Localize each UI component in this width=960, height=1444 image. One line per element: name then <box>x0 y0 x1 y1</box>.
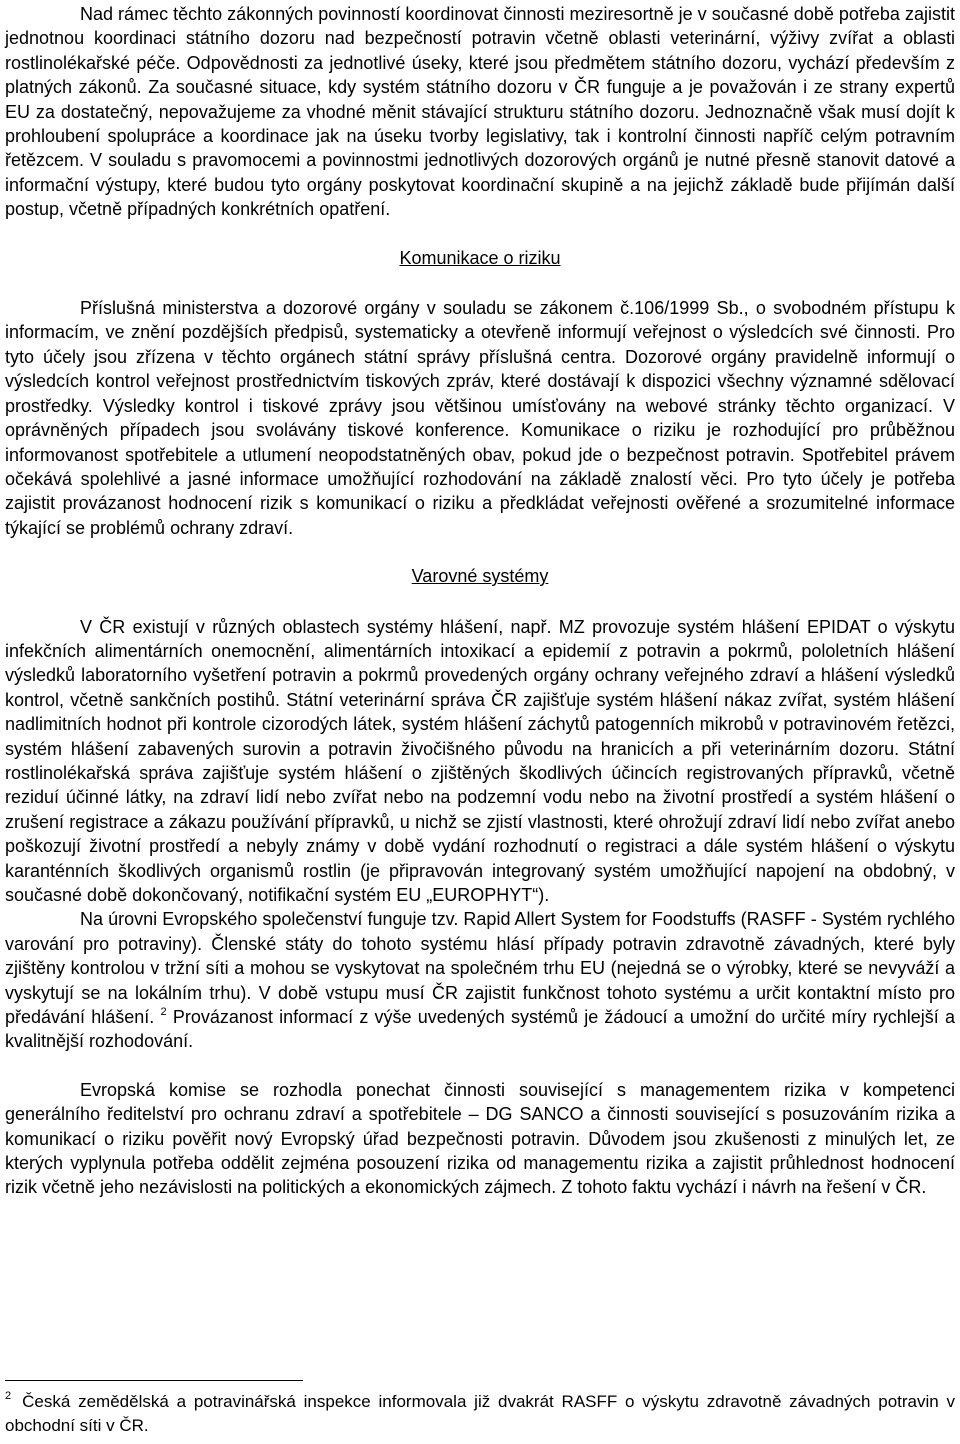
rasff-text: Na úrovni Evropského společenství funguje tzv. Rapid Allert System for Foodstuffs (RASFF - Systém rychlého varování pro potraviny). Členské státy do tohoto systému hlásí případy potravin zdravotně závadných, které byly zjištěny kontrolou v tržní síti a mohou se vyskytovat na společném trhu EU (nejedná se o výrobky, které se nevyváží a vyskytují se na lokálním trhu). V době vstupu musí ČR zajistit funkčnost tohoto systému a určit kontaktní místo pro předávání hlášení. <box>5 909 955 1028</box>
footnote-separator <box>5 1380 303 1381</box>
footnote-text: Česká zemědělská a potravinářská inspekce informovala již dvakrát RASFF o výskytu zdravotně závadných potravin v obchodní síti v ČR. <box>5 1392 955 1435</box>
paragraph-european-commission: Evropská komise se rozhodla ponechat činnosti související s managementem rizika v kompetenci generálního ředitelství pro ochranu zdraví a spotřebitele – DG SANCO a činnosti související s posuzováním rizika a komunikací o riziku pověřit nový Evropský úřad bezpečnosti potravin. Důvodem jsou zkušenosti z minulých let, ze kterých vyplynula potřeba oddělit zejména posouzení rizika od managementu rizika a zajistit průhlednost hodnocení rizik včetně jeho nezávislosti na politických a ekonomických zájmech. Z tohoto faktu vychází i návrh na řešení v ČR. <box>5 1079 955 1198</box>
paragraph-coordination: Nad rámec těchto zákonných povinností koordinovat činnosti meziresortně je v současné době potřeba zajistit jednotnou koordinaci státního dozoru nad bezpečností potravin včetně oblasti veterinární, výživy zvířat a oblasti rostlinolékařské péče. Odpovědnosti za jednotlivé úseky, které jsou předmětem státního dozoru, vychází především z platných zákonů. Za současné situace, kdy systém státního dozoru v ČR funguje a je považován i ze strany expertů EU za dostatečný, nepovažujeme za vhodné měnit stávající strukturu státního dozoru. Jednoznačně však musí dojít k prohloubení spolupráce a koordinace jak na úseku tvorby legislativy, tak i kontrolní činnosti napříč celým potravním řetězcem. V souladu s pravomocemi a povinnostmi jednotlivých dozorových orgánů je nutné přesně stanovit datové a informační výstupy, které budou tyto orgány poskytovat koordinační skupině a na jejichž základě bude přijímán další postup, včetně případných konkrétních opatření. <box>5 4 955 220</box>
rasff-text-continued: Provázanost informací z výše uvedených systémů je žádoucí a umožní do určité míry rychlejší a kvalitnější rozhodování. <box>5 1007 955 1052</box>
footnote <box>5 1390 955 1438</box>
paragraph-risk-communication: Příslušná ministerstva a dozorové orgány v souladu se zákonem č.106/1999 Sb., o svobodném přístupu k informacím, ve znění pozdějších předpisů, systematicky a otevřeně informují veřejnost o výsledcích své činnosti. Pro tyto účely jsou zřízena v těchto orgánech státní správy příslušná centra. Dozorové orgány pravidelně informují o výsledcích kontrol veřejnost prostřednictvím tiskových zpráv, které dostávají k dispozici všechny významné sdělovací prostředky. Výsledky kontrol i tiskové zprávy jsou většinou umísťovány na webové stránky těchto organizací. V oprávněných případech jsou svolávány tiskové konference. Komunikace o riziku je rozhodující pro průběžnou informovanost spotřebitele a utlumení neopodstatněných obav, pokud jde o bezpečnost potravin. Spotřebitel právem očekává spolehlivé a jasné informace umožňující rozhodování na základě znalostí věci. Pro tyto účely je potřeba zajistit provázanost hodnocení rizik s komunikací o riziku a předkládat veřejnosti ověřené a srozumitelné informace týkající se problémů ochrany zdraví. <box>5 298 955 538</box>
heading-risk-communication: Komunikace o riziku <box>399 247 561 268</box>
paragraph-rasff <box>5 907 955 1053</box>
paragraph-reporting-systems: V ČR existují v různých oblastech systémy hlášení, např. MZ provozuje systém hlášení EPIDAT o výskytu infekčních alimentárních onemocnění, alimentárních intoxikací a epidemií z potravin a pokrmů, pololetních hlášení výsledků laboratorního vyšetření potravin a pokrmů provedených orgány ochrany veřejného zdraví a hlášení výsledků kontrol, včetně sankčních postihů. Státní veterinární správa ČR zajišťuje systém hlášení nákaz zvířat, systém hlášení nadlimitních hodnot při kontrole cizorodých látek, systém hlášení záchytů patogenních mikrobů v potravinovém řetězci, systém hlášení zabavených surovin a potravin živočišného původu na hranicích a při veterinárním dozoru. Státní rostlinolékařská správa zajišťuje systém hlášení o zjištěných škodlivých účincích registrovaných přípravků, včetně reziduí účinné látky, na zdraví lidí nebo zvířat nebo na podzemní vodu nebo na životní prostředí a systém hlášení o zrušení registrace a zákazu používání přípravků, u nichž se zjistí vlastnosti, které ohrožují zdraví lidí nebo zvířat anebo poškozují životní prostředí a nebyly známy v době vydání rozhodnutí o registraci a dále systém hlášení o výskytu karanténních škodlivých organismů rostlin (je připravován integrovaný systém umožňující napojení na obdobný, v současné době dokončovaný, notifikační systém EU „EUROPHYT“). <box>5 616 955 905</box>
heading-warning-systems: Varovné systémy <box>411 566 549 587</box>
footnote-reference: 2 <box>160 1006 167 1019</box>
footnote-mark: 2 <box>5 1390 12 1402</box>
